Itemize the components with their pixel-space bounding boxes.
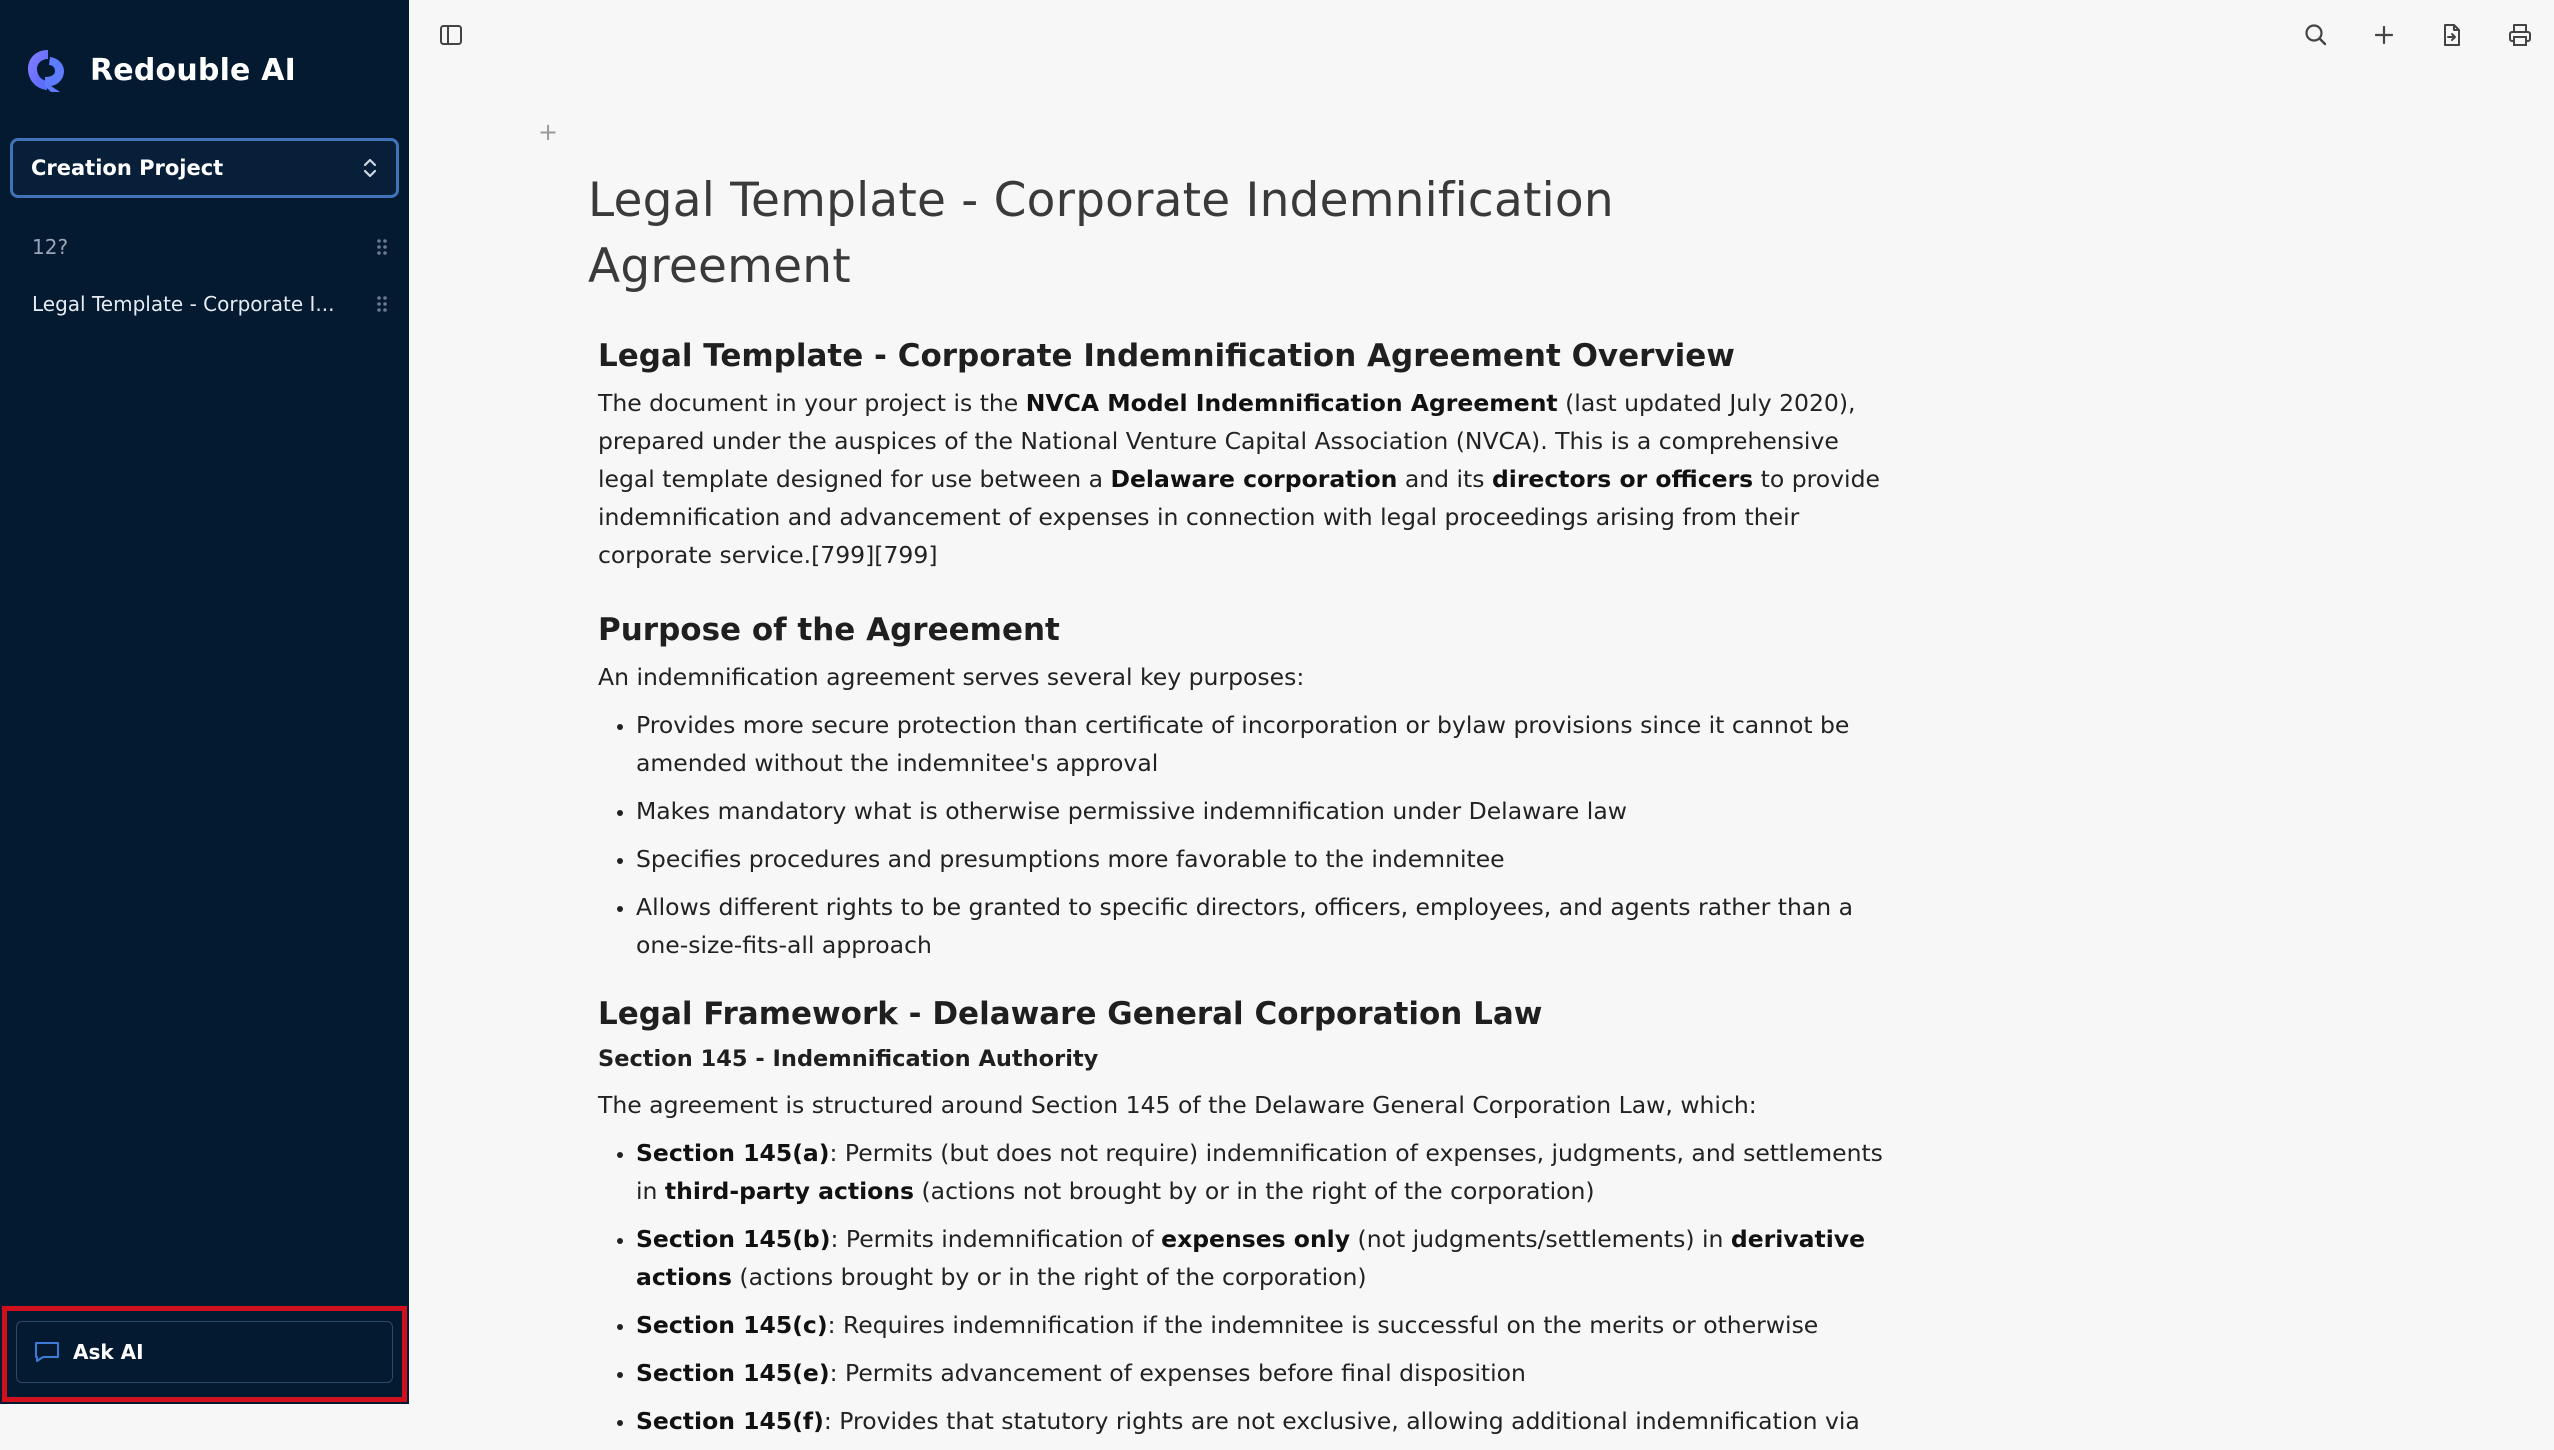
file-export-icon (2439, 22, 2465, 48)
sidebar-item-12[interactable] (0, 218, 409, 275)
overview-text-2: (last updated July 2020), prepared under the auspices of the National Venture Capital Association (NVCA). This is a comprehensive legal template designed for use between a (598, 389, 1856, 493)
list-item: • Specifies procedures and presumptions more favorable to the indemnitee (636, 840, 1898, 878)
section-text: (not judgments/settlements) in (1350, 1225, 1731, 1253)
printer-icon (2507, 22, 2533, 48)
list-item (636, 1306, 1898, 1344)
overview-bold-3: directors or officers (1491, 465, 1754, 493)
overview-text-1: The document in your project is the (598, 389, 1026, 417)
section-label: Section 145(c) (636, 1311, 828, 1339)
drag-handle-icon[interactable] (375, 294, 389, 314)
section-bold: derivative actions (636, 1225, 1866, 1291)
section-text: : Permits (but does not require) indemnification of expenses, judgments, and settlements in (636, 1139, 1883, 1205)
redouble-logo-icon (24, 47, 70, 93)
drag-handle-icon[interactable] (375, 237, 389, 257)
sidebar-toggle-icon (439, 24, 463, 46)
list-item (636, 1402, 1898, 1440)
toolbar (2282, 14, 2554, 56)
overview-text-4: to provide indemnification and advancement of expenses in connection with legal proceedings arising from their corporate service.[799][799] (598, 465, 1880, 569)
document[interactable] (588, 168, 1888, 1450)
list-item: • Provides more secure protection than certificate of incorporation or bylaw provisions since it cannot be amended without the indemnitee's approval (636, 706, 1898, 782)
sidebar-item-legal-template[interactable] (0, 275, 409, 332)
project-selector-label: Creation Project (31, 156, 224, 180)
section-text: (actions brought by or in the right of the corporation) (731, 1263, 1367, 1291)
section-text: : Permits indemnification of (830, 1225, 1162, 1253)
overview-text-3: and its (1397, 465, 1492, 493)
overview-paragraph (598, 384, 1898, 574)
project-selector[interactable] (10, 138, 399, 198)
purpose-heading: Purpose of the Agreement (598, 612, 1060, 648)
chat-icon (33, 1340, 61, 1364)
brand-name: Redouble AI (90, 52, 297, 88)
plus-icon (2371, 22, 2397, 48)
brand (24, 42, 296, 98)
ask-ai-label: Ask AI (73, 1340, 144, 1364)
section-bold: third-party actions (664, 1177, 915, 1205)
search-icon (2303, 22, 2329, 48)
section-label: Section 145(b) (636, 1225, 831, 1253)
search-button[interactable] (2282, 14, 2350, 56)
document-list (0, 218, 409, 332)
sidebar (0, 0, 409, 1404)
section-label: Section 145(e) (636, 1359, 830, 1387)
framework-list (598, 1134, 1898, 1440)
list-item (636, 1354, 1898, 1392)
list-item (636, 1220, 1898, 1296)
list-item (636, 1134, 1898, 1210)
section-text: : Requires indemnification if the indemnitee is successful on the merits or otherwise (827, 1311, 1819, 1339)
export-button[interactable] (2418, 14, 2486, 56)
framework-subheading: Section 145 - Indemnification Authority (598, 1046, 1099, 1072)
chevron-up-down-icon (360, 155, 380, 181)
document-body[interactable] (598, 334, 1898, 1440)
list-item: • Allows different rights to be granted to specific directors, officers, employees, and agents rather than a one-size-fits-all approach (636, 888, 1898, 964)
purpose-intro: An indemnification agreement serves several key purposes: (598, 663, 1305, 691)
section-label: Section 145(f) (636, 1407, 824, 1435)
print-button[interactable] (2486, 14, 2554, 56)
document-title[interactable]: Legal Template - Corporate Indemnification Agreement (588, 173, 1614, 294)
overview-bold-2: Delaware corporation (1110, 465, 1398, 493)
section-label: Section 145(a) (636, 1139, 830, 1167)
ask-ai-button[interactable] (16, 1321, 393, 1383)
ask-ai-highlight (2, 1306, 407, 1402)
new-document-button[interactable] (2350, 14, 2418, 56)
framework-intro: The agreement is structured around Section 145 of the Delaware General Corporation Law, which: (598, 1091, 1757, 1119)
overview-bold-1: NVCA Model Indemnification Agreement (1025, 389, 1558, 417)
section-text: : Permits advancement of expenses before final disposition (829, 1359, 1526, 1387)
sidebar-item-label: Legal Template - Corporate I... (32, 291, 335, 316)
add-block-button[interactable]: + (538, 118, 559, 146)
framework-heading: Legal Framework - Delaware General Corporation Law (598, 996, 1543, 1032)
section-bold: expenses only (1161, 1225, 1351, 1253)
sidebar-item-label: 12? (32, 234, 69, 259)
overview-heading: Legal Template - Corporate Indemnification Agreement Overview (598, 338, 1735, 374)
section-text: (actions not brought by or in the right of the corporation) (914, 1177, 1595, 1205)
toggle-sidebar-button[interactable] (436, 20, 466, 50)
list-item: • Makes mandatory what is otherwise permissive indemnification under Delaware law (636, 792, 1898, 830)
purpose-list (598, 706, 1898, 964)
section-text: : Provides that statutory rights are not exclusive, allowing additional indemnification via (823, 1407, 1860, 1435)
